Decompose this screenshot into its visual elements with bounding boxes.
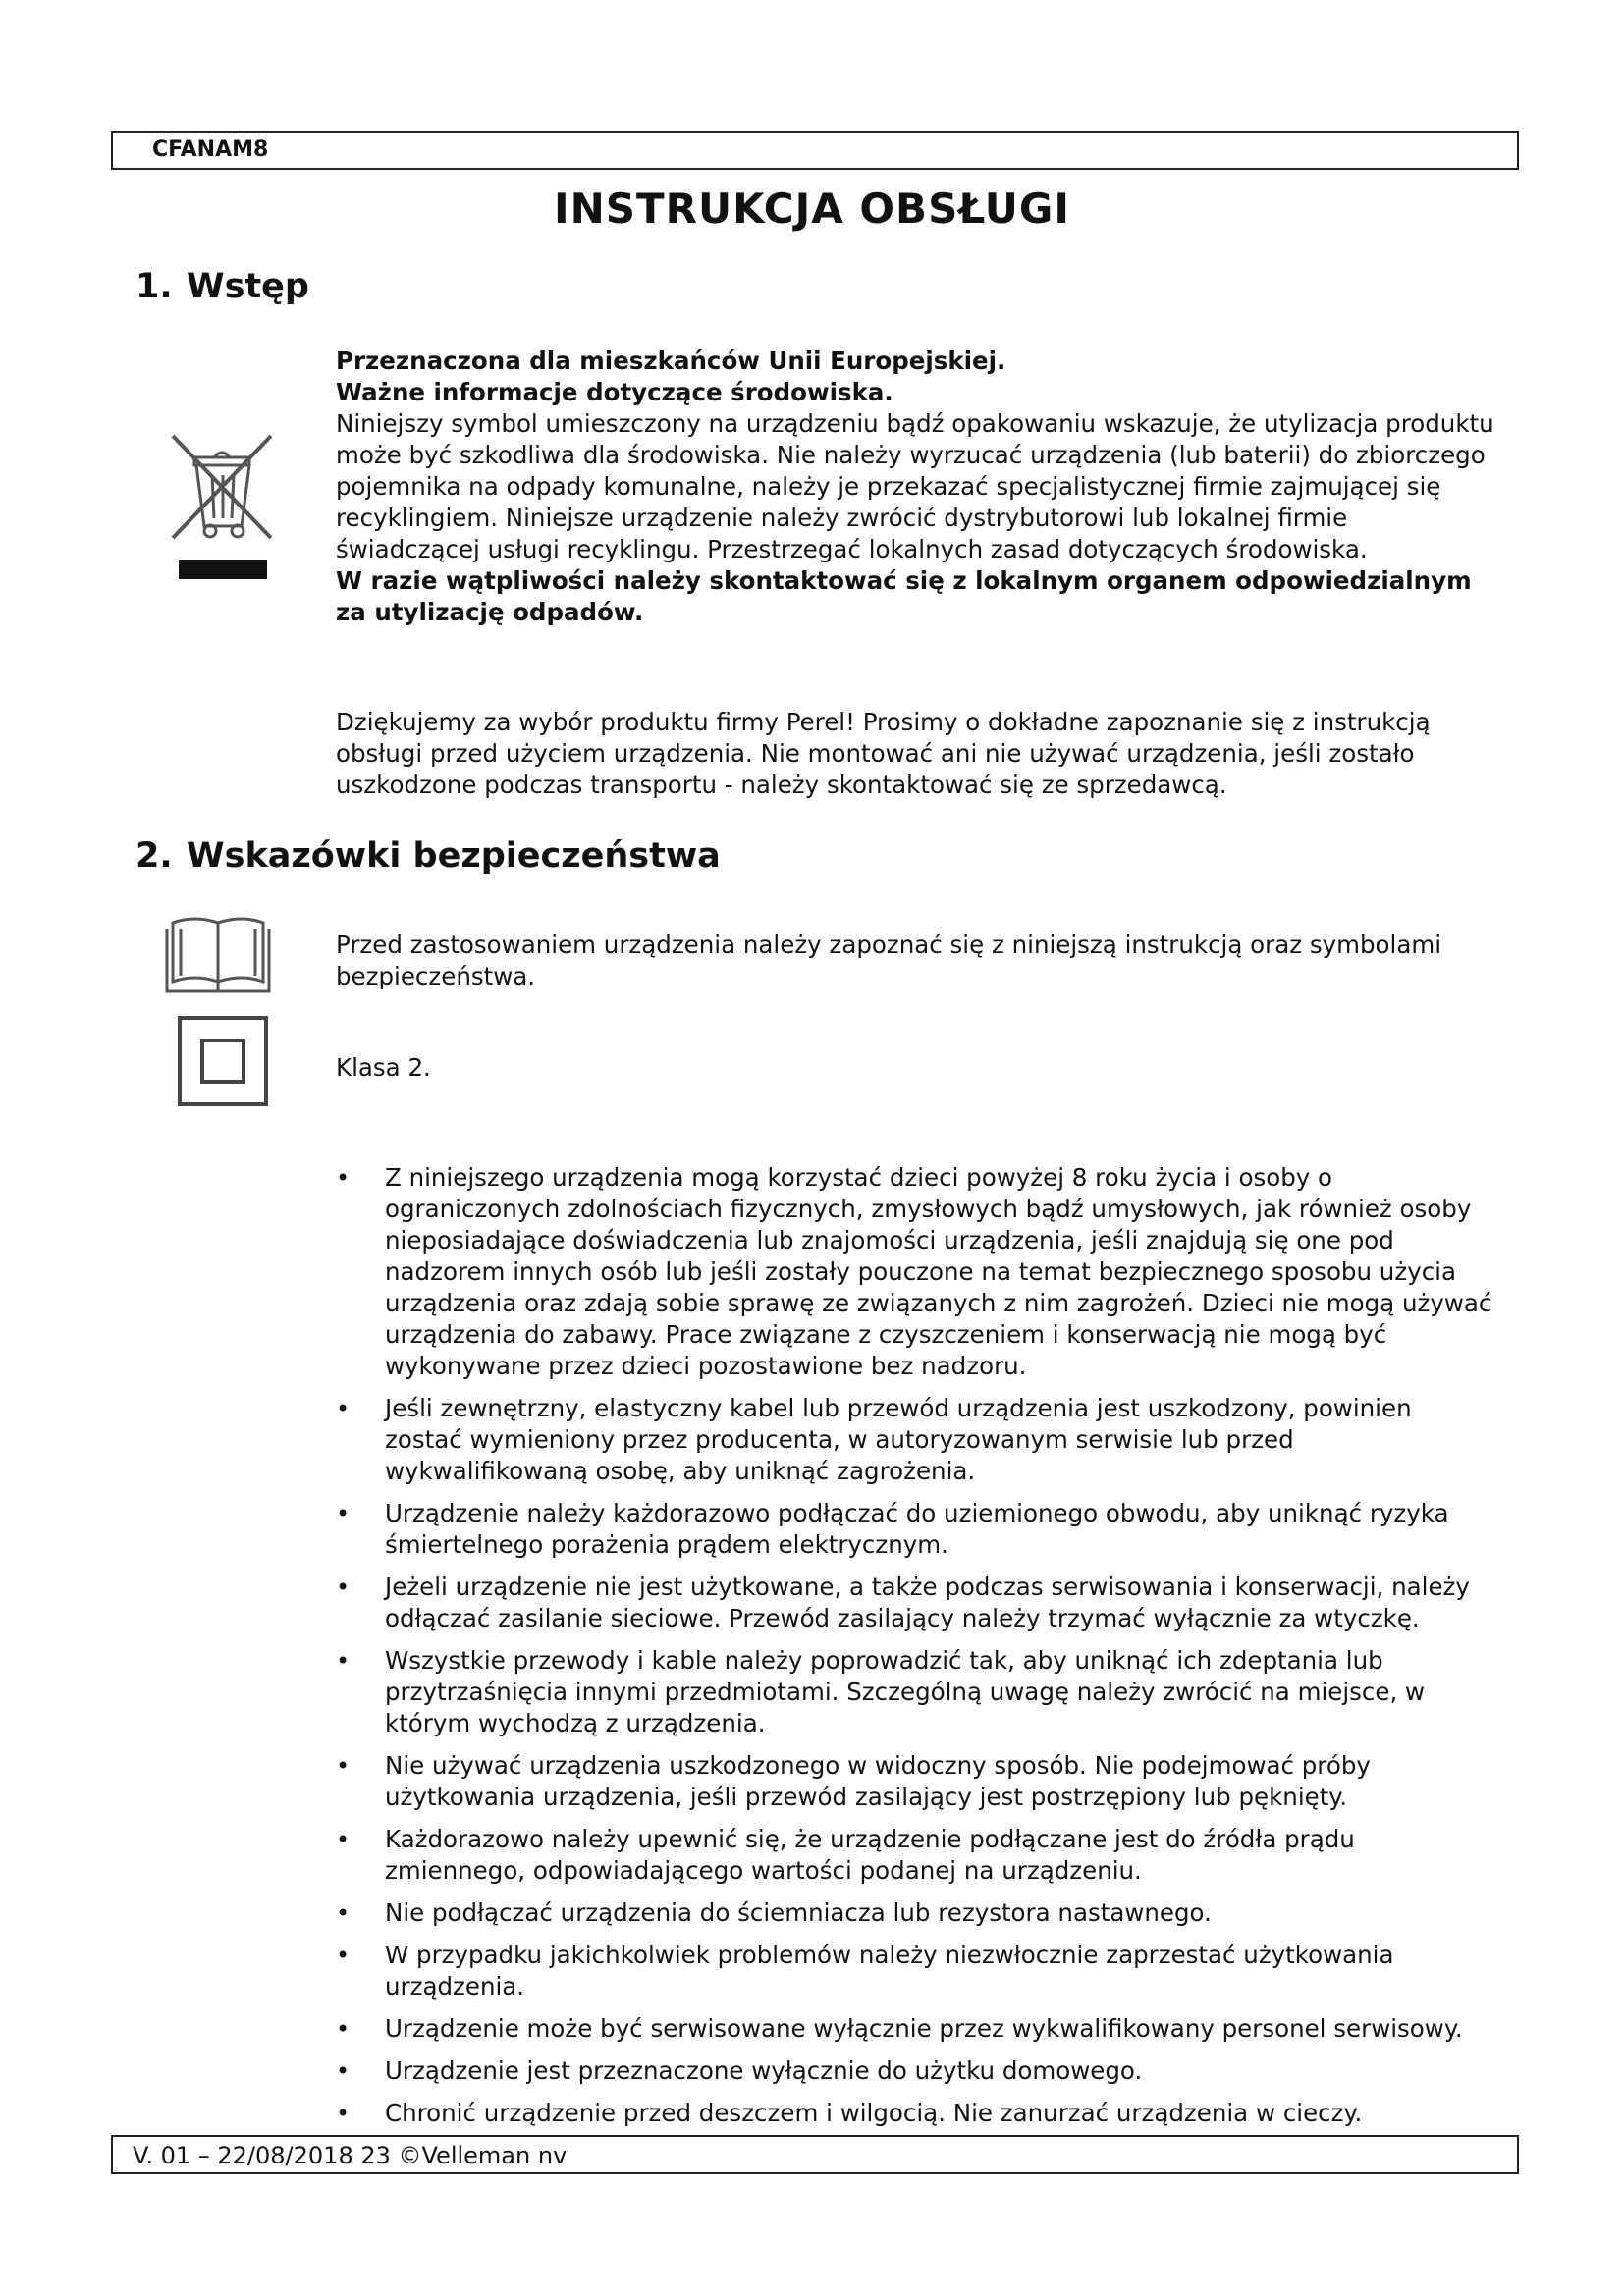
list-item: • Urządzenie może być serwisowane wyłącznie przez wykwalifikowany personel serwisowy. — [336, 2013, 1494, 2045]
list-item: • Każdorazowo należy upewnić się, że urządzenie podłączane jest do źródła prądu zmiennego, odpowiadającego wartości podanej na urządzeniu. — [336, 1824, 1494, 1887]
list-item: • Urządzenie jest przeznaczone wyłącznie do użytku domowego. — [336, 2056, 1494, 2087]
section-title: Wstęp — [187, 267, 309, 306]
class-2-text: Klasa 2. — [336, 1053, 431, 1082]
weee-contact-note: W razie wątpliwości należy skontaktować się z lokalnym organem odpowiedzialnym za utylizację odpadów. — [336, 566, 1472, 626]
list-item: • Nie używać urządzenia uszkodzonego w widoczny sposób. Nie podejmować próby użytkowania urządzenia, jeśli przewód zasilający jest postrzępiony lub pęknięty. — [336, 1750, 1494, 1813]
list-item: • Wszystkie przewody i kable należy poprowadzić tak, aby uniknąć ich zdeptania lub przytrzaśnięcia innymi przedmiotami. Szczególną uwagę należy zwrócić na miejsce, w którym wychodzą z urządzenia. — [336, 1645, 1494, 1739]
footer-box — [111, 2135, 1519, 2174]
list-item: • Jeżeli urządzenie nie jest użytkowane, a także podczas serwisowania i konserwacji, należy odłączać zasilanie sieciowe. Przewód zasilający należy trzymać wyłącznie za wtyczkę. — [336, 1572, 1494, 1634]
list-item: • Nie podłączać urządzenia do ściemniacza lub rezystora nastawnego. — [336, 1897, 1494, 1929]
thanks-paragraph: Dziękujemy za wybór produktu firmy Perel! Prosimy o dokładne zapoznanie się z instrukcją obsługi przed użyciem urządzenia. Nie montować ani nie używać urządzenia, jeśli zostało uszkodzone podczas transportu - należy skontaktować się ze sprzedawcą. — [336, 708, 1431, 799]
list-item: • Z niniejszego urządzenia mogą korzystać dzieci powyżej 8 roku życia i osoby o ograniczonych zdolnościach fizycznych, zmysłowych bądź umysłowych, jak również osoby nieposiadające doświadczenia lub znajomości urządzenia, jeśli znajdują się one pod nadzorem innych osób lub jeśli zostały pouczone na temat bezpiecznego sposobu użycia urządzenia oraz zdają sobie sprawę ze związanych z nim zagrożeń. Dzieci nie mogą używać urządzenia do zabawy. Prace związane z czyszczeniem i konserwacją nie mogą być wykonywane przez dzieci pozostawione bez nadzoru. — [336, 1162, 1494, 1382]
list-item: • W przypadku jakichkolwiek problemów należy niezwłocznie zaprzestać użytkowania urządzenia. — [336, 1940, 1494, 2002]
model-number: CFANAM8 — [152, 137, 269, 162]
section-title: Wskazówki bezpieczeństwa — [187, 836, 721, 876]
read-manual-text: Przed zastosowaniem urządzenia należy zapoznać się z niniejszą instrukcją oraz symbolami bezpieczeństwa. — [336, 931, 1442, 990]
page-title: INSTRUKCJA OBSŁUGI — [554, 185, 1070, 233]
read-manual-icon — [163, 913, 273, 999]
section-number: 2. — [135, 836, 173, 876]
list-item: • Chronić urządzenie przed deszczem i wilgocią. Nie zanurzać urządzenia w cieczy. — [336, 2098, 1494, 2129]
list-item: • Jeśli zewnętrzny, elastyczny kabel lub przewód urządzenia jest uszkodzony, powinien zostać wymieniony przez producenta, w autoryzowanym serwisie lub przed wykwalifikowaną osobę, aby uniknąć zagrożenia. — [336, 1393, 1494, 1487]
section-number: 1. — [135, 267, 173, 306]
safety-instructions-list — [336, 1162, 1494, 2140]
section-heading-safety — [135, 836, 721, 876]
weee-notice — [336, 346, 1494, 628]
list-item: • Urządzenie należy każdorazowo podłączać do uziemionego obwodu, aby uniknąć ryzyka śmiertelnego porażenia prądem elektrycznym. — [336, 1498, 1494, 1561]
footer-version: V. 01 – 22/08/2018 23 ©Velleman nv — [133, 2142, 568, 2169]
class-2-icon — [177, 1015, 269, 1107]
header-box — [111, 131, 1519, 170]
weee-line-environment: Ważne informacje dotyczące środowiska. — [336, 378, 893, 406]
weee-body: Niniejszy symbol umieszczony na urządzeniu bądź opakowaniu wskazuje, że utylizacja produktu może być szkodliwa dla środowiska. Nie należy wyrzucać urządzenia (lub baterii) do zbiorczego pojemnika na odpady komunalne, należy je przekazać specjalistycznej firmie zajmującej się recyklingiem. Niniejsze urządzenie należy zwrócić dystrybutorowi lub lokalnej firmie świadczącej usługi recyklingu. Przestrzegać lokalnych zasad dotyczących środowiska. — [336, 409, 1494, 563]
weee-bin-icon — [165, 428, 281, 583]
section-heading-intro — [135, 267, 309, 306]
weee-line-eu: Przeznaczona dla mieszkańców Unii Europejskiej. — [336, 347, 1006, 375]
